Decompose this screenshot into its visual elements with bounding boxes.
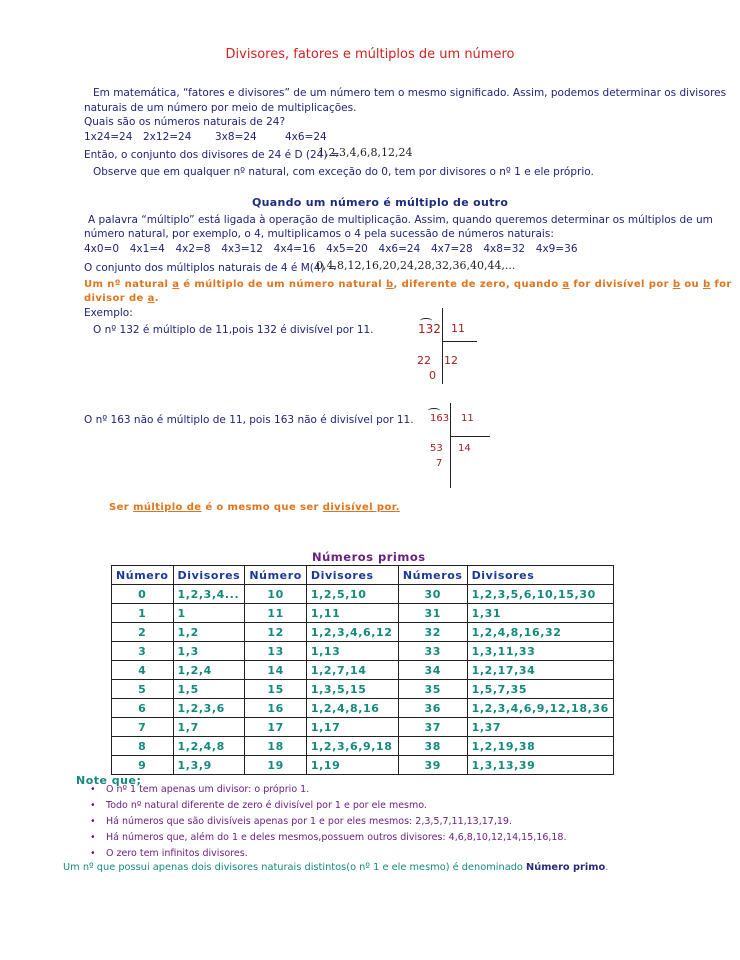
table-row	[112, 585, 614, 604]
divisors-cell: 1,37	[467, 718, 613, 737]
number-cell: 16	[245, 699, 307, 718]
divisors-cell: 1,2,4,8,16	[306, 699, 398, 718]
page-title: Divisores, fatores e múltiplos de um número	[225, 47, 515, 62]
intro-line-2: naturais de um número por meio de multiplicações.	[84, 102, 357, 114]
rule-line-2: divisor de a.	[84, 293, 159, 304]
number-cell: 35	[398, 680, 467, 699]
number-cell: 39	[398, 756, 467, 775]
divisors-cell: 1,2,19,38	[467, 737, 613, 756]
multiples-line-1: A palavra “múltiplo” está ligada à operação de multiplicação. Assim, quando queremos determinar os múltiplos de um	[88, 214, 713, 226]
number-cell: 10	[245, 585, 307, 604]
intro-line-1: Em matemática, “fatores e divisores” de um número tem o mesmo significado. Assim, podemos determinar os divisores	[93, 87, 727, 99]
multiples-products	[84, 243, 578, 255]
notes-heading: Note que;	[76, 774, 142, 787]
divisors-cell: 1,31	[467, 604, 613, 623]
number-cell: 8	[112, 737, 174, 756]
divisors-cell: 1,13	[306, 642, 398, 661]
divisors-cell: 1,5,7,35	[467, 680, 613, 699]
number-cell: 30	[398, 585, 467, 604]
table-row	[112, 680, 614, 699]
note-item: • O zero tem infinitos divisores.	[92, 846, 567, 862]
divisors-cell: 1,2,5,10	[306, 585, 398, 604]
table-row	[112, 642, 614, 661]
div2-dividend: 163	[430, 413, 450, 424]
intro-question: Quais são os números naturais de 24?	[84, 116, 286, 128]
number-cell: 13	[245, 642, 307, 661]
example-1: O nº 132 é múltiplo de 11,pois 132 é divisível por 11.	[93, 324, 374, 336]
div1-vertical-line	[442, 308, 443, 384]
div1-partial: 22	[417, 354, 431, 367]
number-cell: 12	[245, 623, 307, 642]
divisors-cell: 1,3,13,39	[467, 756, 613, 775]
divisors-cell: 1,5	[173, 680, 245, 699]
table-row	[112, 623, 614, 642]
example-label: Exemplo:	[84, 307, 133, 319]
number-cell: 14	[245, 661, 307, 680]
product-3: 3x8=24	[215, 131, 257, 143]
div1-arc	[420, 318, 432, 323]
div2-vertical-line	[450, 403, 451, 488]
div2-divisor: 11	[461, 413, 474, 424]
divisors-cell: 1,7	[173, 718, 245, 737]
divisors-cell: 1,3,5,15	[306, 680, 398, 699]
number-cell: 19	[245, 756, 307, 775]
mp-3: 4x3=12	[221, 243, 263, 255]
number-cell: 5	[112, 680, 174, 699]
number-cell: 33	[398, 642, 467, 661]
mp-0: 4x0=0	[84, 243, 120, 255]
divisors-cell: 1,2,3,4,6,9,12,18,36	[467, 699, 613, 718]
number-cell: 17	[245, 718, 307, 737]
divisors-cell: 1,3	[173, 642, 245, 661]
divisors-cell: 1,17	[306, 718, 398, 737]
primes-header-cell: Divisores	[467, 566, 613, 585]
primes-table-title: Números primos	[312, 550, 426, 564]
div2-partial: 53	[430, 443, 443, 454]
divisors-cell: 1,3,9	[173, 756, 245, 775]
div2-horizontal-line	[450, 436, 490, 437]
divisors-cell: 1,11	[306, 604, 398, 623]
number-cell: 1	[112, 604, 174, 623]
note-item: • Todo nº natural diferente de zero é divisível por 1 e por ele mesmo.	[92, 798, 567, 814]
primes-table	[111, 565, 614, 775]
divisors-cell: 1,3,11,33	[467, 642, 613, 661]
mp-9: 4x9=36	[535, 243, 578, 255]
section-heading-multiples: Quando um número é múltiplo de outro	[252, 196, 509, 209]
mp-6: 4x6=24	[378, 243, 421, 255]
divisors-set-label: Então, o conjunto dos divisores de 24 é D (24) =	[84, 149, 340, 161]
prime-definition: Um nº que possui apenas dois divisores naturais distintos(o nº 1 e ele mesmo) é denominado Número primo.	[63, 862, 609, 873]
divisors-cell: 1,2,3,6	[173, 699, 245, 718]
table-row	[112, 718, 614, 737]
notes-list	[92, 782, 567, 862]
divisors-cell: 1	[173, 604, 245, 623]
multiples-line-2: número natural, por exemplo, o 4, multiplicamos o 4 pela sucessão de números naturais:	[84, 228, 554, 240]
number-cell: 7	[112, 718, 174, 737]
div2-remainder: 7	[436, 458, 443, 469]
primes-header-cell: Números	[398, 566, 467, 585]
number-cell: 37	[398, 718, 467, 737]
div2-quotient: 14	[458, 443, 471, 454]
product-4: 4x6=24	[285, 131, 327, 143]
number-cell: 36	[398, 699, 467, 718]
div1-remainder: 0	[429, 369, 436, 382]
divisors-cell: 1,2,7,14	[306, 661, 398, 680]
divisors-cell: 1,2,3,6,9,18	[306, 737, 398, 756]
number-cell: 9	[112, 756, 174, 775]
rule-line-1: Um nº natural a é múltiplo de um número natural b, diferente de zero, quando a for divisível por b ou b for	[84, 279, 732, 290]
div1-quotient: 12	[444, 354, 458, 367]
note-item: • Há números que, além do 1 e deles mesmos,possuem outros divisores: 4,6,8,10,12,14,15,16,18.	[92, 830, 567, 846]
multiples-set-value: 0,4,8,12,16,20,24,28,32,36,40,44,...	[316, 259, 516, 272]
mp-2: 4x2=8	[175, 243, 211, 255]
div1-dividend: 132	[418, 322, 441, 336]
number-cell: 0	[112, 585, 174, 604]
note-item: • O nº 1 tem apenas um divisor: o próprio 1.	[92, 782, 567, 798]
number-cell: 3	[112, 642, 174, 661]
divisors-cell: 1,2,4,8,16,32	[467, 623, 613, 642]
table-row	[112, 756, 614, 775]
number-cell: 31	[398, 604, 467, 623]
primes-header-row	[112, 566, 614, 585]
mp-1: 4x1=4	[129, 243, 165, 255]
primes-header-cell: Número	[245, 566, 307, 585]
mp-7: 4x7=28	[430, 243, 473, 255]
number-cell: 15	[245, 680, 307, 699]
number-cell: 18	[245, 737, 307, 756]
number-cell: 4	[112, 661, 174, 680]
divisors-cell: 1,19	[306, 756, 398, 775]
number-cell: 32	[398, 623, 467, 642]
div1-horizontal-line	[442, 341, 477, 342]
divisors-cell: 1,2,4	[173, 661, 245, 680]
div1-divisor: 11	[451, 322, 465, 335]
primes-header-cell: Divisores	[173, 566, 245, 585]
primes-header-cell: Número	[112, 566, 174, 585]
table-row	[112, 604, 614, 623]
divisors-cell: 1,2,4,8	[173, 737, 245, 756]
table-row	[112, 661, 614, 680]
summary-sentence: Ser múltiplo de é o mesmo que ser divisível por.	[109, 502, 400, 513]
number-cell: 38	[398, 737, 467, 756]
mp-5: 4x5=20	[326, 243, 368, 255]
mp-4: 4x4=16	[273, 243, 316, 255]
number-cell: 34	[398, 661, 467, 680]
mp-8: 4x8=32	[483, 243, 526, 255]
table-row	[112, 737, 614, 756]
divisors-cell: 1,2,3,5,6,10,15,30	[467, 585, 613, 604]
note-item: • Há números que são divisíveis apenas por 1 e por eles mesmos: 2,3,5,7,11,13,17,19.	[92, 814, 567, 830]
divisors-cell: 1,2,3,4,6,12	[306, 623, 398, 642]
div2-arc	[428, 408, 440, 413]
table-row	[112, 699, 614, 718]
divisors-set-value: 1,2,3,4,6,8,12,24	[318, 146, 413, 159]
product-1: 1x24=24	[84, 131, 133, 143]
number-cell: 2	[112, 623, 174, 642]
number-cell: 6	[112, 699, 174, 718]
primes-header-cell: Divisores	[306, 566, 398, 585]
divisors-cell: 1,2,3,4...	[173, 585, 245, 604]
multiples-set-label: O conjunto dos múltiplos naturais de 4 é M(4) =	[84, 262, 337, 274]
intro-observe: Observe que em qualquer nº natural, com exceção do 0, tem por divisores o nº 1 e ele próprio.	[93, 166, 594, 178]
divisors-cell: 1,2,17,34	[467, 661, 613, 680]
number-cell: 11	[245, 604, 307, 623]
example-2: O nº 163 não é múltiplo de 11, pois 163 não é divisível por 11.	[84, 414, 414, 426]
divisors-cell: 1,2	[173, 623, 245, 642]
product-2: 2x12=24	[143, 131, 192, 143]
